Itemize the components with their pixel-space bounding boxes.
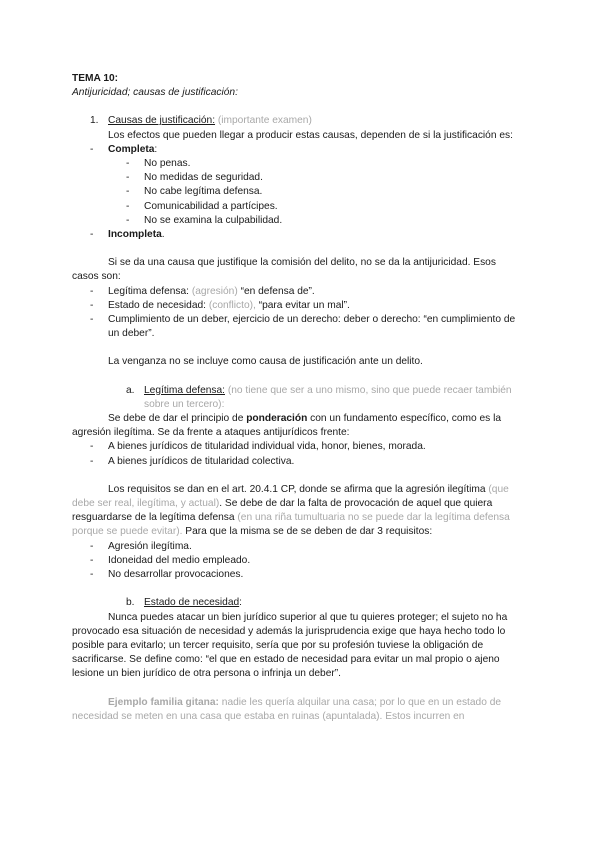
list-item-completa [72,143,518,157]
subsection-b-heading [72,596,518,610]
section-1-intro: Los efectos que pueden llegar a producir estas causas, dependen de si la justificación es: [108,129,513,141]
bienes-juridicos-list [72,440,518,468]
incompleta-period: . [161,229,165,241]
list-item: - A bienes jurídicos de titularidad colectiva. [72,455,518,469]
subsection-b-letter: b. [126,597,135,609]
requisitos-text-a: Los requisitos se dan en el art. 20.4.1 CP, donde se afirma que la agresión ilegítima [108,483,486,495]
section-1-title: Causas de justificación: [108,115,216,127]
ejemplo-label: Ejemplo familia gitana: [108,696,219,708]
caso-1-note: (agresión) [191,285,238,297]
topic-subtitle: Antijuricidad; causas de justificación: [72,87,238,99]
list-item: - A bienes jurídicos de titularidad individual vida, honor, bienes, morada. [72,440,518,454]
casos-list [72,285,518,342]
section-1-heading [72,114,518,128]
list-item: - No medidas de seguridad. [72,171,518,185]
requisitos-text-c: Para que la misma se de se deben de dar 3 requisitos: [182,526,433,538]
subsection-a-note: (no tiene que ser a uno mismo, sino que puede recaer también sobre un tercero): [144,384,512,410]
requisitos-text-b: . Se debe de dar la falta de provocación de aquel que quiera resguardarse de la legítima defensa [72,498,493,524]
requisitos-list [72,540,518,583]
caso-1-label: Legítima defensa: [108,285,189,297]
section-1-note: (importante examen) [217,115,312,127]
caso-2-label: Estado de necesidad: [108,299,206,311]
subsection-a-title: Legítima defensa: [144,384,225,396]
list-item: - Idoneidad del medio empleado. [72,554,518,568]
subsection-b-colon: : [239,597,242,609]
list-item: - No se examina la culpabilidad. [72,214,518,228]
ponderacion-text-a: Se debe de dar el principio de [108,413,247,425]
caso-2-rest: “para evitar un mal”. [258,299,350,311]
list-item: - No desarrollar provocaciones. [72,568,518,582]
topic-title: TEMA 10: [72,73,119,84]
list-item: - Comunicabilidad a partícipes. [72,200,518,214]
list-item: - No penas. [72,157,518,171]
subsection-a-heading [72,384,518,412]
list-item-legitima-defensa [72,285,518,299]
caso-1-rest: “en defensa de”. [240,285,315,297]
incompleta-label: Incompleta [108,229,162,241]
requisitos-note-1: (que debe ser real, ilegítima, y actual) [72,483,509,510]
ponderacion-paragraph [72,412,518,440]
ejemplo-paragraph [72,696,518,724]
ponderacion-bold: ponderación [246,413,308,425]
subsection-b-title: Estado de necesidad [144,597,240,609]
venganza-paragraph: La venganza no se incluye como causa de justificación ante un delito. [108,356,423,368]
justification-types-list [72,143,518,157]
list-item-cumplimiento-deber: - Cumplimiento de un deber, ejercicio de un derecho: deber o derecho: “en cumplimiento de un deber”. [72,313,518,341]
ejemplo-text: nadie les quería alquilar una casa; por lo que en un estado de necesidad se meten en una casa que estaba en ruinas (apuntalada). Estos incurren en [72,696,502,722]
list-item-estado-necesidad [72,299,518,313]
casos-intro-paragraph: Si se da una causa que justifique la comisión del delito, no se da la antijuricidad. Esos casos son: [72,257,496,283]
caso-2-note: (conflicto), [208,299,256,311]
document-body [72,72,518,724]
ponderacion-text-b: con un fundamento específico, como es la agresión ilegítima. Se da frente a ataques antijurídicos frente: [72,413,502,439]
section-1-number: 1. [90,115,99,127]
completa-label: Completa [108,143,155,155]
estado-necesidad-paragraph: Nunca puedes atacar un bien jurídico superior al que tu quieres proteger; el sujeto no ha provocado esa situación de necesidad y además la jurisprudencia exige que haya hecho todo lo posible para evitarlo; un tercer requisito, sería que por su profesión tuviese la obligación de sacrificarse. Se define como: “el que en estado de necesidad para evitar un mal propio o ajeno lesione un bien jurídico de otra persona o infrinja un deber”. [72,611,508,680]
subsection-a-letter: a. [126,384,135,396]
list-item: - No cabe legítima defensa. [72,185,518,199]
justification-types-list-2 [72,228,518,242]
list-item-incompleta [72,228,518,242]
completa-colon: : [154,143,158,155]
completa-effects-list [72,157,518,228]
list-item: - Agresión ilegítima. [72,540,518,554]
requisitos-note-2: (en una riña tumultuaria no se puede dar la legítima defensa porque se puede evitar). [72,512,510,538]
requisitos-paragraph [72,483,518,540]
